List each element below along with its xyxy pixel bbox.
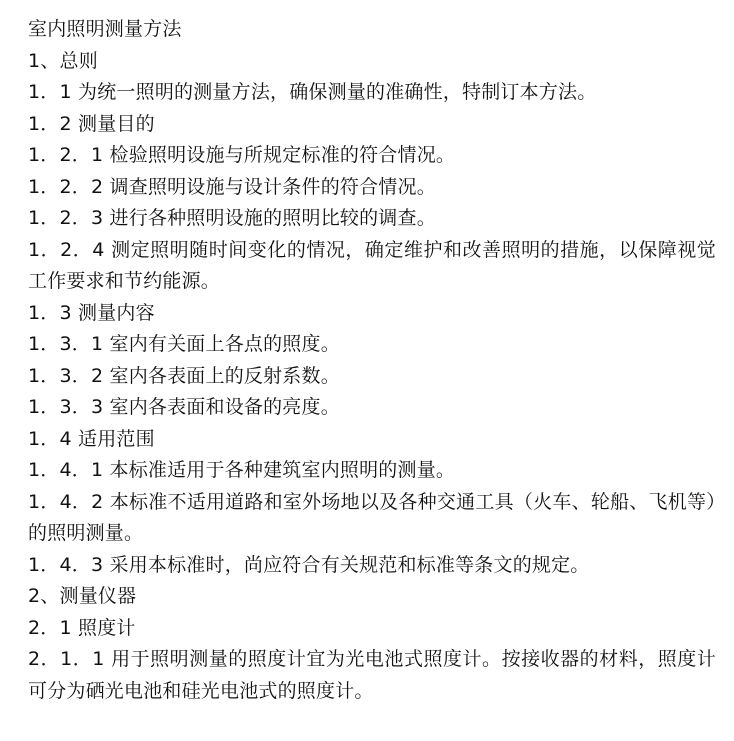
document-line-section-2: 2、测量仪器 xyxy=(28,585,137,607)
document-line-1-4-2: 1．4．2 本标准不适用道路和室外场地以及各种交通工具（火车、轮船、飞机等）的照明测量。 xyxy=(28,490,716,544)
document-line-1-3-2: 1．3．2 室内各表面上的反射系数。 xyxy=(28,364,340,387)
document-line-section-1: 1、总则 xyxy=(28,49,98,72)
document-line-1-2: 1．2 测量目的 xyxy=(28,112,155,135)
document-line-1-4-3: 1．4．3 采用本标准时，尚应符合有关规范和标准等条文的规定。 xyxy=(28,553,590,576)
document-line-1-1: 1．1 为统一照明的测量方法，确保测量的准确性，特制订本方法。 xyxy=(28,81,597,103)
document-title: 室内照明测量方法 xyxy=(28,18,182,40)
document-line-1-3-3: 1．3．3 室内各表面和设备的亮度。 xyxy=(28,396,340,418)
document-line-1-3-1: 1．3．1 室内有关面上各点的照度。 xyxy=(28,333,340,355)
document-line-1-2-3: 1．2．3 进行各种照明设施的照明比较的调查。 xyxy=(28,207,436,229)
document-line-2-1-1: 2．1．1 用于照明测量的照度计宜为光电池式照度计。按接收器的材料，照度计可分为硒光电池和硅光电池式的照度计。 xyxy=(28,648,716,702)
document-line-1-4: 1．4 适用范围 xyxy=(28,427,155,450)
document-line-1-4-1: 1．4．1 本标准适用于各种建筑室内照明的测量。 xyxy=(28,459,456,481)
document-line-1-2-4: 1．2．4 测定照明随时间变化的情况，确定维护和改善照明的措施，以保障视觉工作要求和节约能源。 xyxy=(28,238,716,292)
document-line-1-2-1: 1．2．1 检验照明设施与所规定标准的符合情况。 xyxy=(28,144,456,166)
document-line-1-2-2: 1．2．2 调查照明设施与设计条件的符合情况。 xyxy=(28,175,436,198)
document-line-2-1: 2．1 照度计 xyxy=(28,616,136,639)
document-line-1-3: 1．3 测量内容 xyxy=(28,301,155,324)
